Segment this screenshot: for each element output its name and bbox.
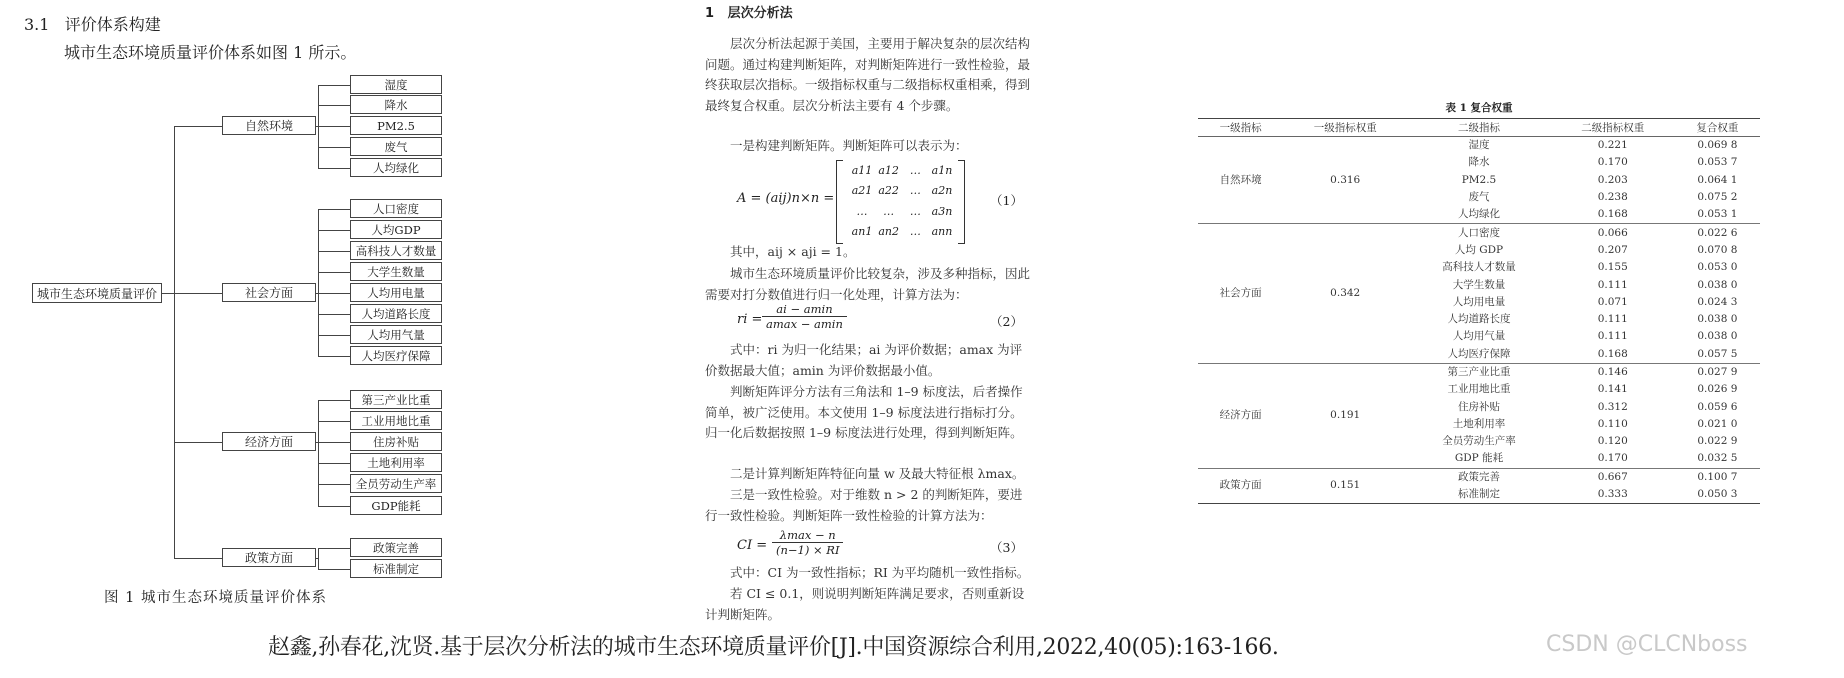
connector-line [318, 85, 350, 86]
connector-line [318, 506, 350, 507]
paragraph-normalization: 城市生态环境质量评价比较复杂，涉及多种指标，因此需要对打分数值进行归一化处理，计算方法为： [705, 266, 1031, 302]
table-header-level2: 二级指标 [1407, 119, 1551, 137]
matrix-cell: a1n [931, 163, 953, 177]
cell-level2-name: 人均 GDP [1454, 243, 1504, 256]
cell-level1-weight: 0.342 [1283, 224, 1407, 363]
cell-level2-weight: 0.110 [1597, 417, 1628, 430]
composite-weight-table [1198, 118, 1760, 504]
cell-composite-weight: 0.024 3 [1697, 295, 1738, 308]
cell-composite-weight: 0.021 0 [1697, 417, 1738, 430]
equation-1-lhs: A = (aij)n×n = [737, 191, 835, 206]
paragraph-condition: 其中，aij × aji = 1。 [730, 244, 856, 259]
indicator-node: 人口密度 [350, 199, 442, 218]
indicator-node: 人均道路长度 [350, 304, 442, 323]
matrix-cell: an1 [851, 225, 873, 239]
paragraph-step1: 一是构建判断矩阵。判断矩阵可以表示为： [730, 138, 968, 153]
judgment-matrix [846, 160, 958, 242]
cell-level2-weight: 0.120 [1597, 435, 1628, 448]
cell-level2-name: 大学生数量 [1452, 278, 1506, 291]
cell-level2-weight: 0.071 [1597, 295, 1628, 308]
matrix-cell: … [856, 204, 868, 218]
cell-level1-name: 政策方面 [1198, 468, 1283, 504]
connector-line [318, 400, 319, 506]
paragraph-step2: 二是计算判断矩阵特征向量 w 及最大特征根 λmax。 [730, 466, 1025, 481]
cell-composite-weight: 0.053 1 [1697, 208, 1738, 221]
connector-line [318, 314, 350, 315]
cell-level2-name: 湿度 [1468, 139, 1490, 152]
cell-level2-name: 人均用气量 [1452, 330, 1506, 343]
cell-level2-name: 高科技人才数量 [1442, 261, 1516, 274]
cell-level2-name: 工业用地比重 [1447, 383, 1511, 396]
matrix-cell: a2n [931, 184, 953, 198]
root-node: 城市生态环境质量评价 [32, 283, 162, 303]
equation-2-numerator: ai − amin [762, 302, 847, 317]
cell-level2-weight: 0.170 [1597, 452, 1628, 465]
table-row [1198, 137, 1760, 155]
method-heading [705, 2, 793, 21]
paragraph-definitions: 式中：ri 为归一化结果；ai 为评价数据；amax 为评价数据最大值；amin 为评价数据最小值。 [705, 342, 1023, 378]
category-node: 经济方面 [222, 432, 316, 451]
indicator-node: 工业用地比重 [350, 411, 442, 430]
connector-line [318, 272, 350, 273]
indicator-node: 人均用气量 [350, 325, 442, 344]
matrix-cell: a3n [931, 204, 953, 218]
cell-level1-name: 经济方面 [1198, 363, 1283, 468]
indicator-node: 第三产业比重 [350, 390, 442, 409]
matrix-row [846, 160, 958, 181]
cell-level2-name: 人均道路长度 [1447, 313, 1511, 326]
matrix-cell: a21 [851, 184, 873, 198]
cell-composite-weight: 0.038 0 [1697, 330, 1738, 343]
table-header-level1: 一级指标 [1198, 119, 1283, 137]
connector-line [318, 335, 350, 336]
cell-composite-weight: 0.053 0 [1697, 261, 1738, 274]
cell-level1-weight: 0.191 [1283, 363, 1407, 468]
category-node: 社会方面 [222, 283, 316, 302]
cell-level2-weight: 0.238 [1597, 191, 1628, 204]
watermark: CSDN @CLCNboss [1546, 632, 1748, 657]
cell-level2-weight: 0.066 [1551, 224, 1675, 242]
indicator-node: 人均医疗保障 [350, 346, 442, 365]
cell-level2-name: 全员劳动生产率 [1442, 435, 1516, 448]
equation-3-lhs: CI = [737, 538, 768, 553]
table-row [1198, 363, 1760, 381]
matrix-bracket-left [836, 160, 843, 244]
cell-level2-weight: 0.333 [1551, 486, 1675, 504]
paragraph-intro: 层次分析法起源于美国，主要用于解决复杂的层次结构问题。通过构建判断矩阵，对判断矩阵进行一致性检验，最终获取层次指标。一级指标权重与二级指标权重相乘，得到最终复合权重。层次分析法主要有 4 个步骤。 [705, 36, 1031, 113]
cell-composite-weight: 0.059 6 [1697, 400, 1738, 413]
connector-line [318, 442, 350, 443]
matrix-cell: an2 [878, 225, 899, 239]
cell-composite-weight: 0.026 9 [1697, 383, 1738, 396]
connector-line [318, 548, 319, 569]
cell-composite-weight: 0.022 9 [1697, 435, 1738, 448]
equation-3-fraction [772, 528, 843, 557]
matrix-cell: a22 [878, 184, 899, 198]
connector-line [318, 484, 350, 485]
matrix-cell: a11 [851, 163, 873, 177]
cell-composite-weight: 0.038 0 [1697, 278, 1738, 291]
connector-line [318, 105, 350, 106]
equation-2-denominator: amax − amin [766, 317, 843, 331]
cell-level2-name: 土地利用率 [1452, 417, 1506, 430]
matrix-cell: … [909, 204, 921, 218]
cell-level2-name: 政策完善 [1407, 468, 1551, 486]
cell-composite-weight: 0.100 7 [1675, 468, 1760, 486]
matrix-cell: ann [931, 225, 953, 239]
table-row [1198, 224, 1760, 242]
section-number: 3.1 [24, 15, 50, 34]
equation-2-lhs: ri = [737, 312, 763, 327]
indicator-node: GDP能耗 [350, 496, 442, 515]
connector-line [318, 251, 350, 252]
cell-composite-weight: 0.053 7 [1697, 156, 1738, 169]
section-intro: 城市生态环境质量评价体系如图 1 所示。 [64, 43, 357, 62]
indicator-node: 标准制定 [350, 559, 442, 578]
matrix-cell: a12 [878, 163, 899, 177]
matrix-bracket-right [958, 160, 965, 244]
equation-3-denominator: (n−1) × RI [776, 543, 840, 557]
cell-level2-weight: 0.168 [1597, 347, 1628, 360]
cell-level2-name: 人口密度 [1407, 224, 1551, 242]
connector-line [174, 558, 222, 559]
indicator-node: PM2.5 [350, 116, 442, 135]
cell-level2-weight: 0.168 [1597, 208, 1628, 221]
indicator-node: 政策完善 [350, 538, 442, 557]
cell-level2-name: PM2.5 [1461, 173, 1497, 186]
figure-caption: 图 1 城市生态环境质量评价体系 [104, 590, 327, 606]
section-title: 评价体系构建 [64, 15, 161, 34]
cell-level1-weight: 0.151 [1283, 468, 1407, 504]
category-node: 自然环境 [222, 116, 316, 135]
connector-line [318, 421, 350, 422]
cell-level2-weight: 0.667 [1551, 468, 1675, 486]
connector-line [174, 293, 222, 294]
connector-line [318, 569, 350, 570]
connector-line [318, 548, 350, 549]
cell-level2-weight: 0.146 [1551, 363, 1675, 381]
connector-line [318, 293, 350, 294]
table-row [1198, 468, 1760, 486]
connector-line [318, 463, 350, 464]
indicator-node: 人均GDP [350, 220, 442, 239]
connector-line [318, 126, 350, 127]
equation-2-number: （2） [990, 314, 1023, 329]
cell-level2-weight: 0.203 [1597, 173, 1628, 186]
cell-level2-name: 降水 [1468, 156, 1490, 169]
indicator-node: 全员劳动生产率 [350, 474, 442, 493]
table-header-level2-weight: 二级指标权重 [1551, 119, 1675, 137]
matrix-cell: … [883, 204, 895, 218]
connector-line [174, 442, 222, 443]
cell-composite-weight: 0.027 9 [1675, 363, 1760, 381]
equation-3-number: （3） [990, 540, 1023, 555]
cell-level1-name: 社会方面 [1198, 224, 1283, 363]
cell-level2-name: 住房补贴 [1457, 400, 1500, 413]
method-heading-number: 1 [705, 6, 715, 21]
equation-2-fraction [762, 302, 847, 331]
connector-line [318, 356, 350, 357]
cell-composite-weight: 0.032 5 [1697, 452, 1738, 465]
matrix-row [846, 181, 958, 202]
table-title: 表 1 复合权重 [1445, 102, 1513, 114]
cell-level1-weight: 0.316 [1330, 173, 1361, 186]
cell-level2-weight: 0.207 [1597, 243, 1628, 256]
paragraph-scaling: 判断矩阵评分方法有三角法和 1–9 标度法，后者操作简单，被广泛使用。本文使用 1–9 标度法进行指标打分。归一化后数据按照 1–9 标度法进行处理，得到判断矩阵。 [705, 384, 1023, 440]
cell-level2-name: 废气 [1468, 191, 1490, 204]
category-node: 政策方面 [222, 548, 316, 567]
cell-composite-weight: 0.057 5 [1697, 347, 1738, 360]
indicator-node: 废气 [350, 137, 442, 156]
paragraph-ci-rule: 若 CI ≤ 0.1，则说明判断矩阵满足要求，否则重新设计判断矩阵。 [705, 586, 1025, 622]
connector-line [318, 168, 350, 169]
cell-composite-weight: 0.069 8 [1697, 139, 1738, 152]
cell-level2-weight: 0.111 [1597, 313, 1628, 326]
cell-composite-weight: 0.038 0 [1697, 313, 1738, 326]
cell-level2-name: 人均医疗保障 [1447, 347, 1511, 360]
indicator-node: 人均用电量 [350, 283, 442, 302]
table-header-level1-weight: 一级指标权重 [1283, 119, 1407, 137]
cell-level1-name: 自然环境 [1219, 173, 1262, 186]
paragraph-step3: 三是一致性检验。对于维数 n > 2 的判断矩阵，要进行一致性检验。判断矩阵一致性检验的计算方法为： [705, 487, 1023, 523]
indicator-node: 大学生数量 [350, 262, 442, 281]
cell-level2-weight: 0.170 [1597, 156, 1628, 169]
matrix-cell: … [909, 163, 921, 177]
cell-level2-name: 人均用电量 [1452, 295, 1506, 308]
cell-level2-name: GDP 能耗 [1454, 452, 1504, 465]
connector-line [162, 293, 174, 294]
cell-composite-weight: 0.050 3 [1675, 486, 1760, 504]
connector-line [318, 209, 350, 210]
equation-1-number: （1） [990, 193, 1023, 208]
cell-composite-weight: 0.064 1 [1697, 173, 1738, 186]
cell-level2-weight: 0.221 [1597, 139, 1628, 152]
equation-3-numerator: λmax − n [772, 528, 843, 543]
cell-level2-name: 第三产业比重 [1407, 363, 1551, 381]
indicator-node: 人均绿化 [350, 158, 442, 177]
paragraph-ci-def: 式中：CI 为一致性指标；RI 为平均随机一致性指标。 [730, 565, 1030, 580]
method-heading-title: 层次分析法 [727, 6, 793, 21]
section-heading [24, 12, 161, 35]
matrix-row [846, 201, 958, 222]
cell-composite-weight: 0.070 8 [1697, 243, 1738, 256]
cell-level2-name: 人均绿化 [1457, 208, 1500, 221]
cell-level2-weight: 0.155 [1597, 261, 1628, 274]
cell-composite-weight: 0.022 6 [1675, 224, 1760, 242]
cell-level2-weight: 0.312 [1597, 400, 1628, 413]
cell-level2-weight: 0.111 [1597, 330, 1628, 343]
indicator-node: 高科技人才数量 [350, 241, 442, 260]
connector-line [318, 230, 350, 231]
cell-level2-name: 标准制定 [1407, 486, 1551, 504]
cell-level2-weight: 0.111 [1597, 278, 1628, 291]
connector-line [174, 126, 175, 558]
table-header-composite: 复合权重 [1675, 119, 1760, 137]
cell-composite-weight: 0.075 2 [1697, 191, 1738, 204]
connector-line [318, 400, 350, 401]
matrix-row [846, 222, 958, 243]
indicator-node: 住房补贴 [350, 432, 442, 451]
indicator-node: 湿度 [350, 75, 442, 94]
indicator-node: 降水 [350, 95, 442, 114]
cell-level2-weight: 0.141 [1597, 383, 1628, 396]
citation: 赵鑫,孙春花,沈贤.基于层次分析法的城市生态环境质量评价[J].中国资源综合利用,2022,40(05):163-166. [268, 635, 1279, 660]
table-header-row [1198, 119, 1760, 137]
connector-line [318, 147, 350, 148]
matrix-cell: … [909, 184, 921, 198]
connector-line [174, 126, 222, 127]
indicator-node: 土地利用率 [350, 453, 442, 472]
matrix-cell: … [909, 225, 921, 239]
